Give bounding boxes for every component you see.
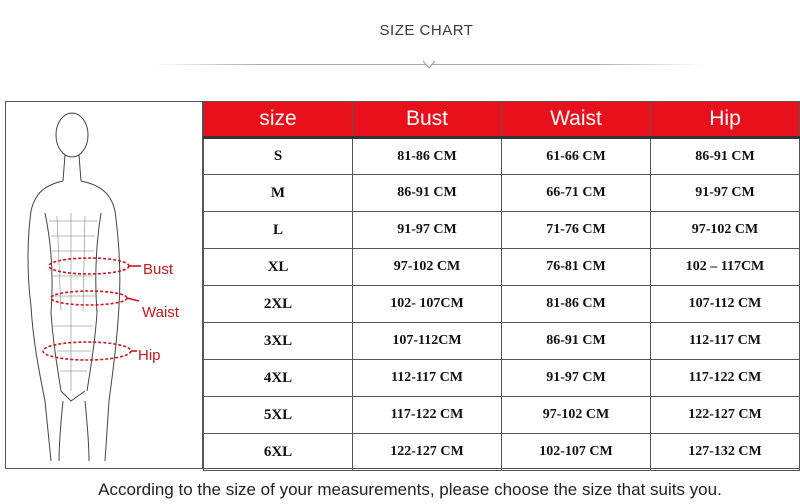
bust-cell: 122-127 CM	[353, 434, 502, 471]
table-row	[204, 286, 800, 323]
bust-cell: 102- 107CM	[353, 286, 502, 323]
page-title: SIZE CHART	[379, 22, 474, 39]
hip-cell: 86-91 CM	[651, 138, 800, 175]
size-cell: XL	[204, 249, 353, 286]
bust-label: Bust	[143, 261, 174, 278]
size-cell: 4XL	[204, 360, 353, 397]
column-header-waist: Waist	[502, 102, 651, 138]
size-cell: 5XL	[204, 397, 353, 434]
footer-note: According to the size of your measurements, please choose the size that suits you.	[98, 480, 722, 499]
table-row	[204, 360, 800, 397]
table-row	[204, 138, 800, 175]
hip-cell: 97-102 CM	[651, 212, 800, 249]
waist-cell: 76-81 CM	[502, 249, 651, 286]
hip-cell: 91-97 CM	[651, 175, 800, 212]
size-table-header	[204, 102, 800, 138]
size-table	[203, 101, 800, 471]
bust-cell: 97-102 CM	[353, 249, 502, 286]
hip-cell: 127-132 CM	[651, 434, 800, 471]
waist-cell: 71-76 CM	[502, 212, 651, 249]
hip-cell: 102 – 117CM	[651, 249, 800, 286]
size-cell: 6XL	[204, 434, 353, 471]
waist-cell: 86-91 CM	[502, 323, 651, 360]
table-row	[204, 175, 800, 212]
size-cell: 2XL	[204, 286, 353, 323]
mannequin-illustration	[5, 101, 203, 469]
waist-label: Waist	[142, 304, 179, 321]
waist-cell: 81-86 CM	[502, 286, 651, 323]
waist-cell: 61-66 CM	[502, 138, 651, 175]
size-cell: S	[204, 138, 353, 175]
hip-cell: 122-127 CM	[651, 397, 800, 434]
table-row	[204, 397, 800, 434]
bust-cell: 112-117 CM	[353, 360, 502, 397]
bust-cell: 91-97 CM	[353, 212, 502, 249]
size-cell: M	[204, 175, 353, 212]
hip-cell: 112-117 CM	[651, 323, 800, 360]
waist-cell: 97-102 CM	[502, 397, 651, 434]
bust-cell: 81-86 CM	[353, 138, 502, 175]
mannequin-figure-panel	[5, 101, 203, 469]
bust-cell: 107-112CM	[353, 323, 502, 360]
hip-cell: 117-122 CM	[651, 360, 800, 397]
column-header-size: size	[204, 102, 353, 138]
hip-label: Hip	[138, 347, 161, 364]
hip-cell: 107-112 CM	[651, 286, 800, 323]
waist-cell: 66-71 CM	[502, 175, 651, 212]
bust-cell: 86-91 CM	[353, 175, 502, 212]
column-header-bust: Bust	[353, 102, 502, 138]
table-row	[204, 212, 800, 249]
table-row	[204, 323, 800, 360]
waist-cell: 91-97 CM	[502, 360, 651, 397]
bust-cell: 117-122 CM	[353, 397, 502, 434]
waist-cell: 102-107 CM	[502, 434, 651, 471]
column-header-hip: Hip	[651, 102, 800, 138]
size-cell: 3XL	[204, 323, 353, 360]
size-cell: L	[204, 212, 353, 249]
table-row	[204, 434, 800, 471]
caret-down-icon	[422, 60, 436, 70]
table-row	[204, 249, 800, 286]
